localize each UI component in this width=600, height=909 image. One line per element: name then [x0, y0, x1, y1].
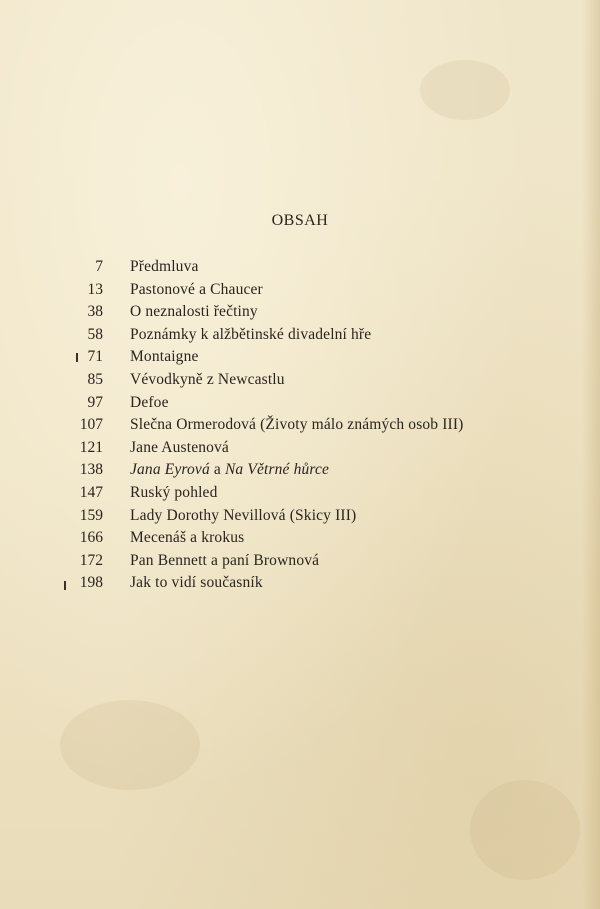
- toc-page-number: 147: [79, 483, 103, 501]
- toc-page-number: 97: [87, 393, 103, 411]
- toc-page-number: 172: [79, 551, 103, 569]
- toc-entry: [0, 346, 600, 369]
- toc-entry-title: Vévodkyně z Newcastlu: [130, 370, 285, 388]
- toc-entry: [0, 301, 600, 324]
- toc-page-number: 166: [79, 529, 103, 547]
- toc-page-number: 7: [95, 258, 103, 275]
- toc-entry-title: Ruský pohled: [130, 483, 218, 501]
- toc-entry-title-part: Jana Eyrová: [130, 461, 210, 479]
- toc-entry-title-connector: a: [209, 461, 225, 479]
- toc-entry-title: Předmluva: [130, 258, 199, 275]
- toc-entry: [0, 392, 600, 415]
- toc-page-number: 71: [87, 348, 103, 366]
- toc-entry: [0, 414, 600, 437]
- toc-entry-title: Pastonové a Chaucer: [130, 280, 263, 298]
- toc-page-number: 38: [87, 303, 103, 321]
- toc-page-number: 107: [79, 416, 103, 434]
- page-title: OBSAH: [271, 212, 329, 229]
- toc-entry-title: Montaigne: [130, 348, 199, 366]
- toc-entry-title: Mecenáš a krokus: [130, 529, 245, 547]
- toc-entry-title: Lady Dorothy Nevillová (Skicy III): [130, 506, 357, 524]
- toc-page-number: 13: [87, 280, 103, 298]
- toc-entry: [0, 256, 600, 279]
- toc-page-number: 159: [79, 506, 103, 524]
- toc-entry: [0, 324, 600, 347]
- toc-entry: [0, 279, 600, 302]
- paper-stain: [470, 780, 580, 880]
- toc-page-number: 58: [87, 325, 103, 343]
- toc-entry-title: Jane Austenová: [130, 438, 229, 456]
- paper-stain: [60, 700, 200, 790]
- table-of-contents: [0, 256, 600, 595]
- toc-entry-title: Pan Bennett a paní Brownová: [130, 551, 320, 569]
- toc-page-number: 138: [79, 461, 103, 479]
- toc-entry-title: O neznalosti řečtiny: [130, 303, 258, 321]
- toc-entry: [0, 505, 600, 528]
- paper-stain: [420, 60, 510, 120]
- toc-entry: [0, 550, 600, 573]
- toc-entry: [0, 572, 600, 595]
- toc-entry: [0, 527, 600, 550]
- toc-entry: [0, 459, 600, 482]
- toc-entry-title-part: Na Větrné hůrce: [224, 461, 330, 479]
- toc-page-number: 85: [87, 370, 103, 388]
- toc-page-number: 198: [79, 574, 103, 592]
- toc-entry: [0, 437, 600, 460]
- toc-entry-title: Poznámky k alžbětinské divadelní hře: [130, 325, 372, 343]
- toc-entry-title: Defoe: [130, 393, 169, 411]
- toc-entry: [0, 482, 600, 505]
- toc-entry: [0, 369, 600, 392]
- toc-entry-title: [130, 459, 329, 482]
- toc-entry-title: Slečna Ormerodová (Životy málo známých osob III): [130, 416, 464, 434]
- toc-entry-title: Jak to vidí současník: [130, 574, 263, 592]
- toc-page-number: 121: [79, 438, 103, 456]
